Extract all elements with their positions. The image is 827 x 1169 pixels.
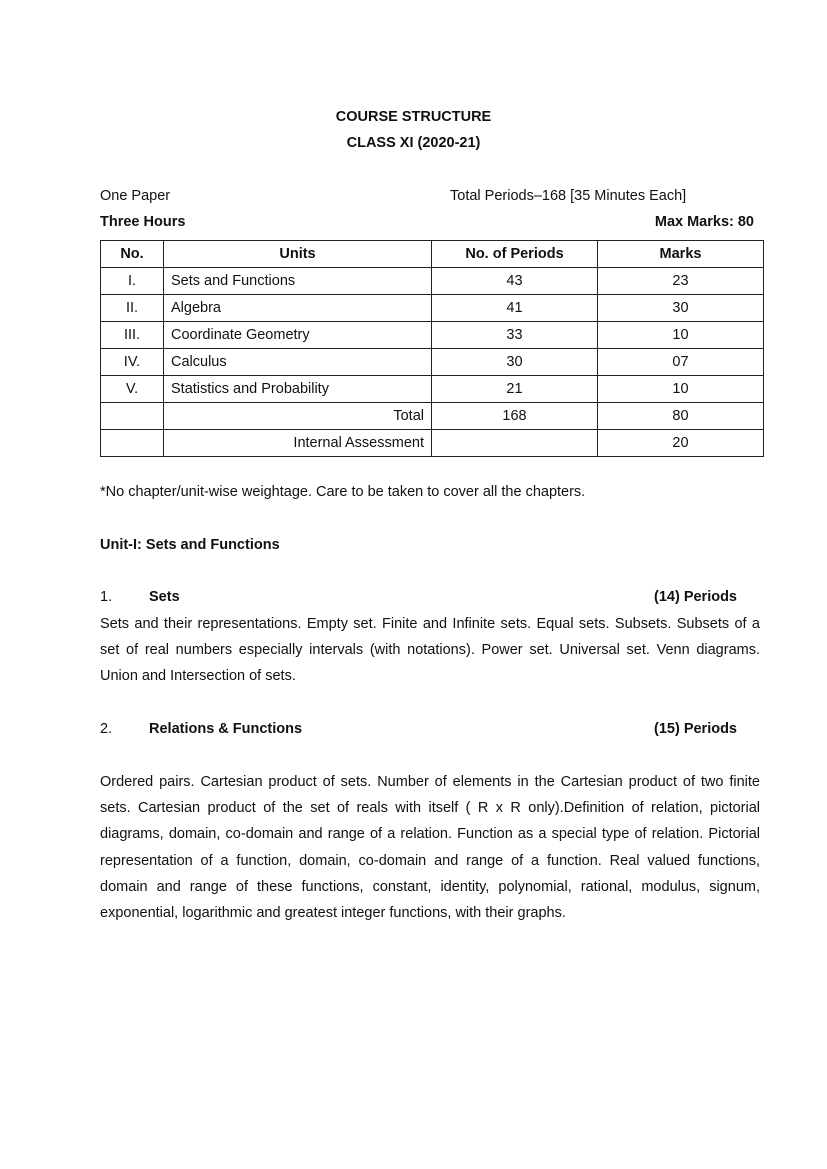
column-header-no: No. [101,241,164,268]
internal-assessment-row [101,430,764,457]
table-row [101,322,764,349]
max-marks-label: Max Marks: 80 [654,214,754,230]
table-row [101,376,764,403]
total-periods: 168 [432,403,598,430]
empty-cell [101,430,164,457]
unit-marks: 23 [598,268,764,295]
unit-periods: 21 [432,376,598,403]
internal-assessment-marks: 20 [598,430,764,457]
unit-periods: 41 [432,295,598,322]
empty-cell [432,430,598,457]
column-header-units: Units [164,241,432,268]
section-periods: (15) Periods [654,721,737,737]
section-description: Sets and their representations. Empty set. Finite and Infinite sets. Equal sets. Subsets. Subsets of a set of real numbers especially intervals (with notations). Power set. Universal set. Venn diagrams. Union and Intersection of sets. [100,616,760,685]
unit-marks: 30 [598,295,764,322]
unit-name: Statistics and Probability [164,376,432,403]
course-structure-table [100,240,764,457]
section-title: Relations & Functions [149,721,303,737]
table-header-row [101,241,764,268]
total-label: Total [164,403,432,430]
unit-name: Algebra [164,295,432,322]
section-number: 2. [100,721,113,737]
table-row [101,268,764,295]
unit-number: I. [101,268,164,295]
unit-number: III. [101,322,164,349]
unit-marks: 10 [598,322,764,349]
duration-label: Three Hours [100,214,186,230]
unit-periods: 33 [432,322,598,349]
empty-cell [101,403,164,430]
unit-periods: 30 [432,349,598,376]
paper-label: One Paper [100,188,171,204]
unit-number: IV. [101,349,164,376]
section-description: Ordered pairs. Cartesian product of sets. Number of elements in the Cartesian product of two finite sets. Cartesian product of the set of reals with itself ( R x R only).Definition of relation, pictorial diagrams, domain, co-domain and range of a relation. Function as a special type of relation. Pictorial representation of a function, domain, co-domain and range of a function. Real valued functions, domain and range of these functions, constant, identity, polynomial, rational, modulus, signum, exponential, logarithmic and greatest integer functions, with their graphs. [100,774,760,922]
section-number: 1. [100,589,113,605]
weightage-note: *No chapter/unit-wise weightage. Care to be taken to cover all the chapters. [100,484,586,500]
unit-marks: 10 [598,376,764,403]
table-row [101,295,764,322]
page-title: COURSE STRUCTURE [335,109,492,125]
unit-periods: 43 [432,268,598,295]
unit-heading: Unit-I: Sets and Functions [100,537,280,553]
unit-name: Sets and Functions [164,268,432,295]
unit-name: Calculus [164,349,432,376]
column-header-marks: Marks [598,241,764,268]
section-title: Sets [149,589,180,605]
unit-marks: 07 [598,349,764,376]
table-row [101,349,764,376]
internal-assessment-label: Internal Assessment [164,430,432,457]
page-subtitle: CLASS XI (2020-21) [346,135,481,151]
section-periods: (14) Periods [654,589,737,605]
unit-name: Coordinate Geometry [164,322,432,349]
unit-number: II. [101,295,164,322]
column-header-periods: No. of Periods [432,241,598,268]
total-periods-label: Total Periods–168 [35 Minutes Each] [450,188,687,204]
total-row [101,403,764,430]
unit-number: V. [101,376,164,403]
total-marks: 80 [598,403,764,430]
